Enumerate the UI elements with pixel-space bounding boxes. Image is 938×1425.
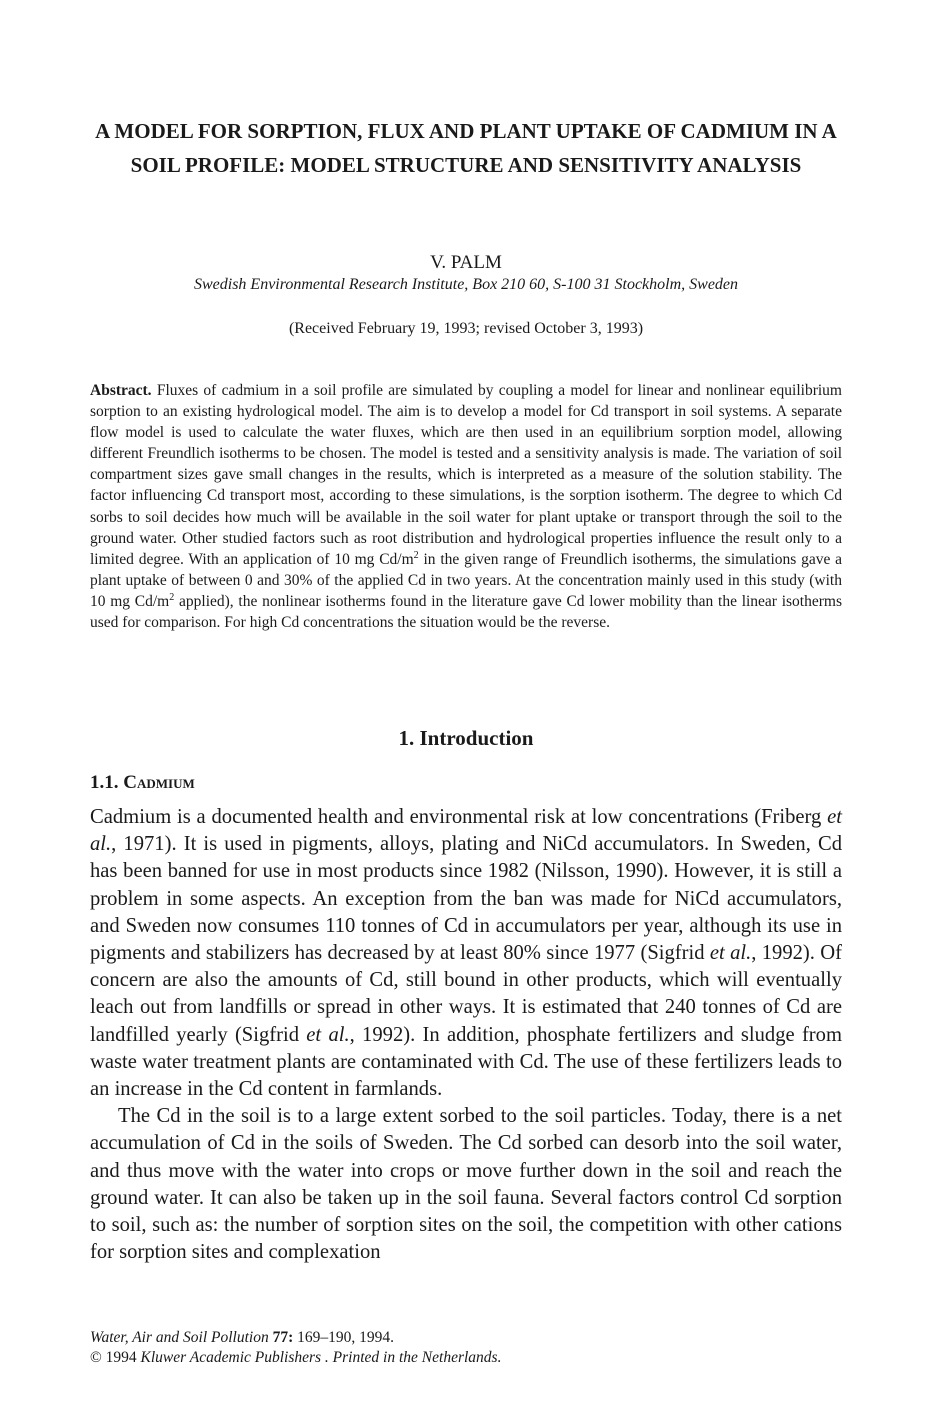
p1-text-d: , 1992). In addition, phosphate fertilizers and sludge from waste water treatment plants are contaminated with Cd. The use of these fertilizers leads to an increase in the Cd content in farmlands. — [90, 1023, 842, 1101]
author-name: V. PALM — [430, 252, 502, 273]
body-text — [90, 804, 842, 1266]
p1-etal-2: et al. — [709, 942, 752, 965]
paper-page — [90, 0, 842, 1425]
abstract-text-2: in the given range of Freundlich isotherms, the simulations gave a plant uptake of between 0 and 30% of the applied Cd in two years. At the concentration mainly used in this study (with 10 mg Cd/m — [90, 550, 843, 610]
subsection-title: Cadmium — [123, 772, 195, 793]
abstract-label: Abstract. — [90, 382, 152, 399]
abstract-text-3: applied), the nonlinear isotherms found in the literature gave Cd lower mobility than the linear isotherms used for comparison. For high Cd concentrations the situation would be the reverse. — [90, 592, 842, 632]
copyright-line — [90, 1348, 501, 1368]
paper-title: A MODEL FOR SORPTION, FLUX AND PLANT UPTAKE OF CADMIUM IN A SOIL PROFILE: MODEL STRUCTURE AND SENSITIVITY ANALYSIS — [95, 119, 837, 177]
journal-citation — [90, 1328, 501, 1348]
journal-volume: 77: — [272, 1329, 294, 1346]
subsection-heading — [90, 772, 195, 794]
p1-text-b: , 1971). It is used in pigments, alloys, plating and NiCd accumulators. In Sweden, Cd has been banned for use in most products since 1982 (Nilsson, 1990). However, it is still a problem in some aspects. An exception from the ban was made for NiCd accumulators, and Sweden now consumes 110 tonnes of Cd in accumulators per year, although its use in pigments and stabilizers has decreased by at least 80% since 1977 (Sigfrid — [90, 833, 842, 965]
p1-text-a: Cadmium is a documented health and environmental risk at low concentrations (Friberg — [90, 806, 828, 828]
page-footer — [90, 1328, 501, 1368]
abstract-text-1: Fluxes of cadmium in a soil profile are simulated by coupling a model for linear and nonlinear equilibrium sorption to an existing hydrological model. The aim is to develop a model for Cd transport in soil systems. A separate flow model is used to calculate the water fluxes, which are then used in an equilibrium sorption model, allowing different Freundlich isotherms to be chosen. The model is tested and a sensitivity analysis is made. The variation of soil compartment sizes gave small changes in the results, which is interpreted as a measure of the solution stability. The factor influencing Cd transport most, according to these simulations, is the sorption isotherm. The degree to which Cd sorbs to soil decides how much will be available in the soil water for plant uptake or transport through the soil to the ground water. Other studied factors such as root distribution and hydrological properties influence the result only to a limited degree. With an application of 10 mg Cd/m — [90, 382, 842, 568]
p1-etal-1: et al. — [90, 806, 842, 856]
p1-etal-3: et al. — [306, 1023, 350, 1046]
paragraph-2: The Cd in the soil is to a large extent sorbed to the soil particles. Today, there is a net accumulation of Cd in the soils of Sweden. The Cd sorbed can desorb into the soil water, and thus move with the water into crops or move further down in the soil and reach the ground water. It can also be taken up in the soil fauna. Several factors control Cd sorption to soil, such as: the number of sorption sites on the soil, the competition with other cations for sorption sites and complexation — [90, 1105, 842, 1264]
publisher-name: Kluwer Academic Publishers . Printed in the Netherlands. — [140, 1349, 502, 1366]
abstract-superscript-1: 2 — [413, 549, 419, 561]
abstract-superscript-2: 2 — [169, 591, 175, 603]
author-affiliation: Swedish Environmental Research Institute, Box 210 60, S-100 31 Stockholm, Sweden — [193, 276, 739, 293]
copyright-year: © 1994 — [90, 1349, 137, 1366]
journal-pages: 169–190, 1994. — [293, 1329, 394, 1346]
section-heading-introduction: 1. Introduction — [398, 726, 534, 750]
received-dates: (Received February 19, 1993; revised October 3, 1993) — [288, 320, 644, 337]
journal-name: Water, Air and Soil Pollution — [90, 1329, 269, 1346]
p1-text-c: , 1992). Of concern are also the amounts of Cd, still bound in other products, which will eventually leach out from landfills or spread in other ways. It is estimated that 240 tonnes of Cd are landfilled yearly (Sigfrid — [90, 942, 842, 1046]
paragraph-1 — [90, 804, 842, 1103]
abstract — [90, 380, 842, 633]
subsection-number: 1.1. — [90, 772, 119, 793]
